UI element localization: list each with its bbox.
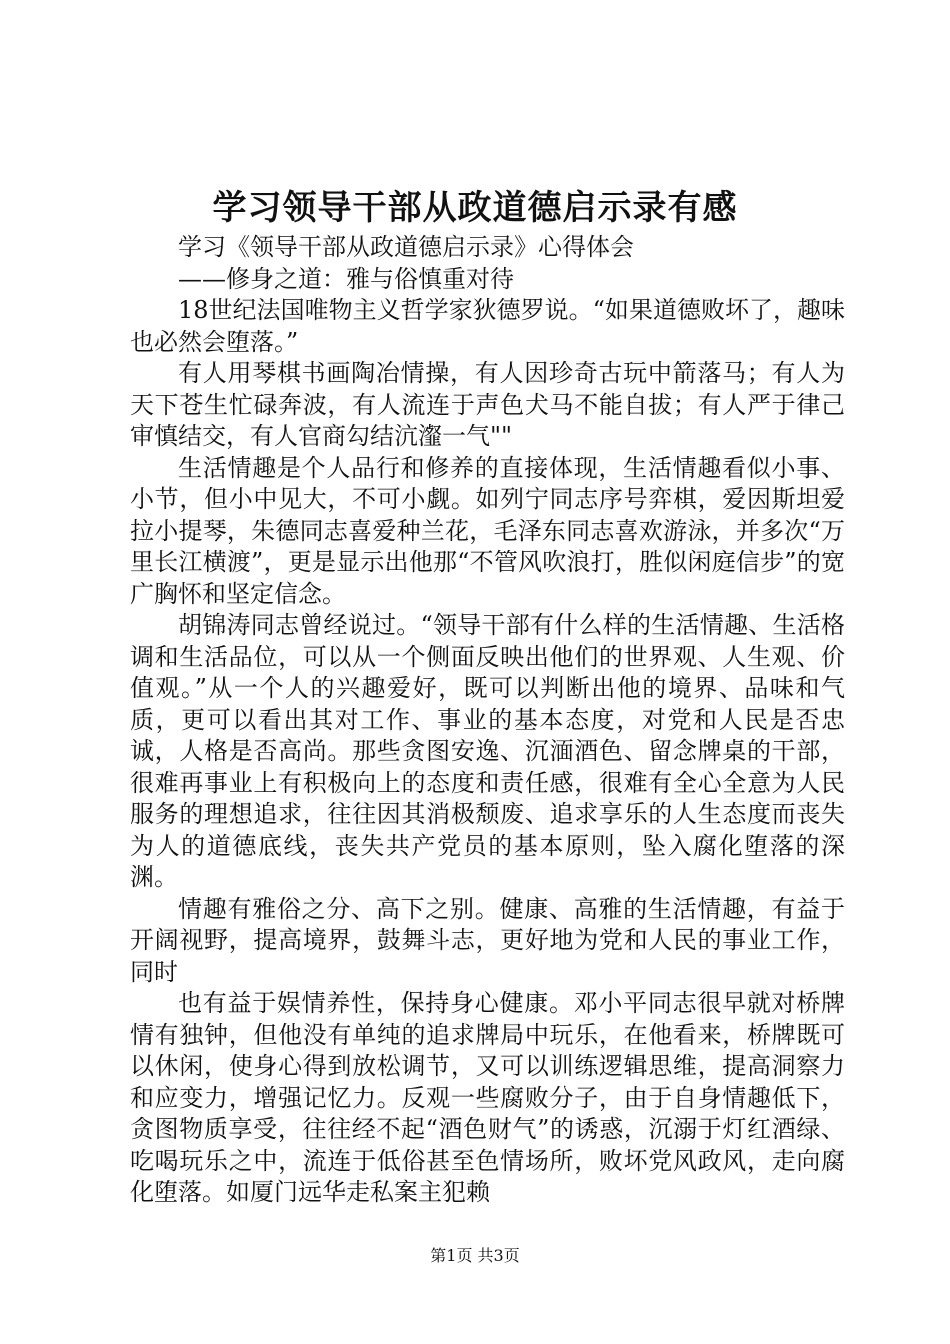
paragraph-4: 胡锦涛同志曾经说过。“领导干部有什么样的生活情趣、生活格调和生活品位，可以从一个侧面反映出他们的世界观、人生观、价值观。”从一个人的兴趣爱好，既可以判断出他的境界、品味和气质，更可以看出其对工作、事业的基本态度，对党和人民是否忠诚，人格是否高尚。那些贪图安逸、沉湎酒色、留念牌桌的干部，很难再事业上有积极向上的态度和责任感，很难有全心全意为人民服务的理想追求，往往因其消极颓废、追求享乐的人生态度而丧失为人的道德底线，丧失共产党员的基本原则，坠入腐化堕落的深渊。	[130, 611, 845, 891]
page-footer: 第1页 共3页	[430, 1246, 520, 1265]
paragraph-5: 情趣有雅俗之分、高下之别。健康、高雅的生活情趣，有益于开阔视野，提高境界，鼓舞斗志，更好地为党和人民的事业工作，同时	[130, 894, 845, 986]
paragraph-3: 生活情趣是个人品行和修养的直接体现，生活情趣看似小事、小节，但小中见大，不可小觑。如列宁同志序号弈棋，爱因斯坦爱拉小提琴，朱德同志喜爱种兰花，毛泽东同志喜欢游泳，并多次“万里长江横渡”，更是显示出他那“不管风吹浪打，胜似闲庭信步”的宽广胸怀和坚定信念。	[130, 453, 845, 608]
subtitle-2: ——修身之道：雅与俗慎重对待	[178, 264, 514, 293]
document-title: 学习领导干部从政道德启示录有感	[212, 188, 738, 228]
paragraph-6: 也有益于娱情养性，保持身心健康。邓小平同志很早就对桥牌情有独钟，但他没有单纯的追求牌局中玩乐，在他看来，桥牌既可以休闲，使身心得到放松调节，又可以训练逻辑思维，提高洞察力和应变力，增强记忆力。反观一些腐败分子，由于自身情趣低下，贪图物质享受，往往经不起“酒色财气”的诱惑，沉溺于灯红酒绿、吃喝玩乐之中，流连于低俗甚至色情场所，败坏党风政风，走向腐化堕落。如厦门远华走私案主犯赖	[130, 989, 845, 1206]
paragraph-2: 有人用琴棋书画陶冶情操，有人因珍奇古玩中箭落马；有人为天下苍生忙碌奔波，有人流连于声色犬马不能自拔；有人严于律己审慎结交，有人官商勾结沆瀣一气""	[130, 359, 845, 450]
subtitle-1: 学习《领导干部从政道德启示录》心得体会	[178, 233, 634, 261]
document-body	[130, 232, 845, 1209]
paragraph-1: 18世纪法国唯物主义哲学家狄德罗说。“如果道德败坏了，趣味也必然会堕落。”	[130, 296, 845, 356]
